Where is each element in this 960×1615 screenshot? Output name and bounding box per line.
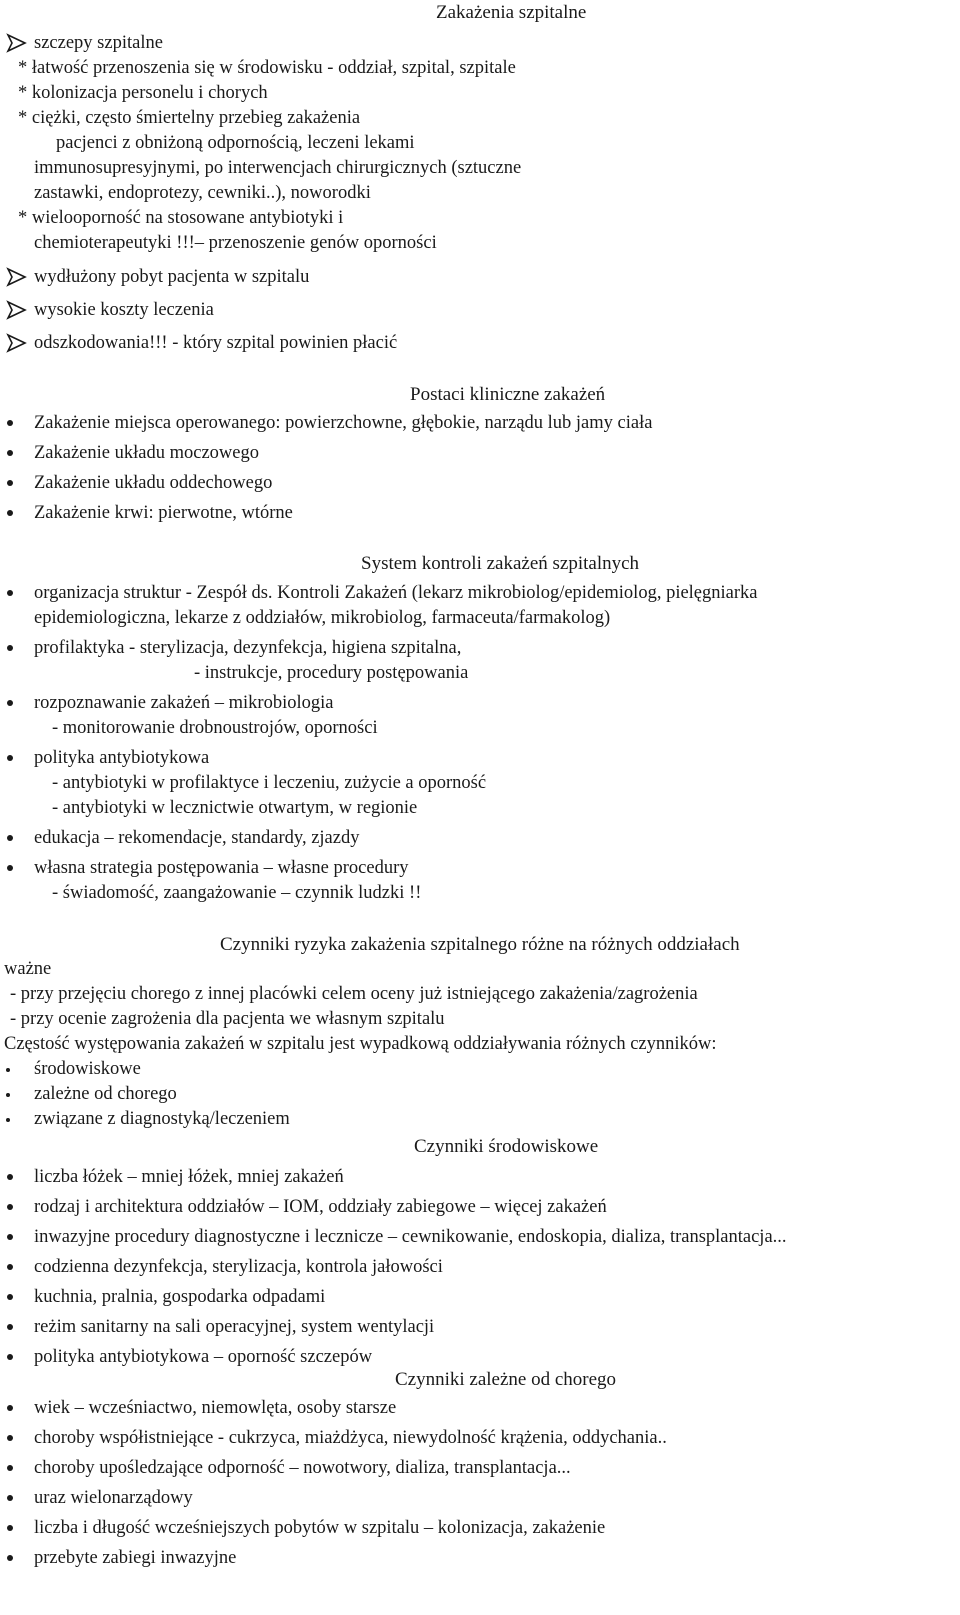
list-item: codzienna dezynfekcja, sterylizacja, kontrola jałowości: [34, 1257, 443, 1277]
list-item: - instrukcje, procedury postępowania: [194, 663, 469, 683]
list-item: * kolonizacja personelu i chorych: [18, 83, 268, 103]
bullet-dot-icon: [7, 1324, 13, 1330]
list-item: kuchnia, pralnia, gospodarka odpadami: [34, 1287, 326, 1307]
bullet-dot-icon: [7, 1465, 13, 1471]
list-item: profilaktyka - sterylizacja, dezynfekcja, higiena szpitalna,: [34, 638, 462, 658]
list-item: rozpoznawanie zakażeń – mikrobiologia: [34, 693, 334, 713]
bullet-dot-icon: [7, 420, 13, 426]
section-heading: Czynniki zależne od chorego: [395, 1369, 617, 1390]
bullet-dot-icon: [7, 1435, 13, 1441]
list-item: zastawki, endoprotezy, cewniki..), noworodki: [34, 183, 371, 203]
list-item: pacjenci z obniżoną odpornością, leczeni lekami: [56, 133, 415, 153]
list-item: środowiskowe: [34, 1059, 141, 1079]
list-item: zależne od chorego: [34, 1084, 177, 1104]
bullet-dot-icon: [6, 1068, 10, 1072]
bullet-dot-icon: [7, 480, 13, 486]
bullet-dot-icon: [7, 1495, 13, 1501]
list-item: edukacja – rekomendacje, standardy, zjazdy: [34, 828, 360, 848]
list-item: liczba i długość wcześniejszych pobytów w szpitalu – kolonizacja, zakażenie: [34, 1518, 606, 1538]
list-item: polityka antybiotykowa: [34, 748, 210, 768]
list-item: choroby współistniejące - cukrzyca, miażdżyca, niewydolność krążenia, oddychania..: [34, 1428, 667, 1448]
section-heading: Postaci kliniczne zakażeń: [410, 384, 606, 405]
list-item: organizacja struktur - Zespół ds. Kontroli Zakażeń (lekarz mikrobiolog/epidemiolog, pielęgniarka: [34, 583, 758, 603]
list-item: - antybiotyki w lecznictwie otwartym, w regionie: [52, 798, 418, 818]
bullet-dot-icon: [7, 1264, 13, 1270]
section-heading: Czynniki ryzyka zakażenia szpitalnego różne na różnych oddziałach: [220, 934, 740, 955]
page-title: Zakażenia szpitalne: [436, 2, 587, 23]
list-item: - antybiotyki w profilaktyce i leczeniu, zużycie a oporność: [52, 773, 487, 793]
list-item: epidemiologiczna, lekarze z oddziałów, mikrobiolog, farmaceuta/farmakolog): [34, 608, 611, 628]
list-item: Zakażenie krwi: pierwotne, wtórne: [34, 503, 293, 523]
list-item: przebyte zabiegi inwazyjne: [34, 1548, 237, 1568]
list-item: szczepy szpitalne: [34, 33, 163, 53]
list-item: liczba łóżek – mniej łóżek, mniej zakażeń: [34, 1167, 344, 1187]
list-item: polityka antybiotykowa – oporność szczepów: [34, 1347, 373, 1367]
list-item: odszkodowania!!! - który szpital powinien płacić: [34, 333, 398, 353]
bullet-dot-icon: [7, 835, 13, 841]
arrowhead-bullet-icon: [6, 266, 28, 288]
list-item: wydłużony pobyt pacjenta w szpitalu: [34, 267, 310, 287]
bullet-dot-icon: [7, 1405, 13, 1411]
bullet-dot-icon: [7, 450, 13, 456]
bullet-dot-icon: [7, 755, 13, 761]
arrowhead-bullet-icon: [6, 299, 28, 321]
list-item: - monitorowanie drobnoustrojów, oporności: [52, 718, 378, 738]
bullet-dot-icon: [7, 1174, 13, 1180]
text-line: ważne: [4, 959, 52, 979]
list-item: własna strategia postępowania – własne procedury: [34, 858, 409, 878]
bullet-dot-icon: [7, 865, 13, 871]
list-item: inwazyjne procedury diagnostyczne i lecznicze – cewnikowanie, endoskopia, dializa, transplantacja...: [34, 1227, 787, 1247]
bullet-dot-icon: [7, 1555, 13, 1561]
bullet-dot-icon: [7, 1234, 13, 1240]
text-line: - przy przejęciu chorego z innej placówki celem oceny już istniejącego zakażenia/zagrożenia: [10, 984, 698, 1004]
list-item: Zakażenie układu oddechowego: [34, 473, 273, 493]
section-heading: System kontroli zakażeń szpitalnych: [361, 553, 640, 574]
list-item: wysokie koszty leczenia: [34, 300, 214, 320]
list-item: - świadomość, zaangażowanie – czynnik ludzki !!: [52, 883, 422, 903]
list-item: Zakażenie miejsca operowanego: powierzchowne, głębokie, narządu lub jamy ciała: [34, 413, 653, 433]
list-item: uraz wielonarządowy: [34, 1488, 193, 1508]
bullet-dot-icon: [6, 1118, 10, 1122]
bullet-dot-icon: [7, 1294, 13, 1300]
list-item: wiek – wcześniactwo, niemowlęta, osoby starsze: [34, 1398, 397, 1418]
bullet-dot-icon: [7, 510, 13, 516]
list-item: * łatwość przenoszenia się w środowisku - oddział, szpital, szpitale: [18, 58, 516, 78]
text-line: - przy ocenie zagrożenia dla pacjenta we własnym szpitalu: [10, 1009, 445, 1029]
bullet-dot-icon: [7, 1525, 13, 1531]
bullet-dot-icon: [7, 700, 13, 706]
list-item: rodzaj i architektura oddziałów – IOM, oddziały zabiegowe – więcej zakażeń: [34, 1197, 607, 1217]
bullet-dot-icon: [6, 1093, 10, 1097]
list-item: reżim sanitarny na sali operacyjnej, system wentylacji: [34, 1317, 435, 1337]
list-item: immunosupresyjnymi, po interwencjach chirurgicznych (sztuczne: [34, 158, 522, 178]
list-item: chemioterapeutyki !!!– przenoszenie genów oporności: [34, 233, 437, 253]
list-item: związane z diagnostyką/leczeniem: [34, 1109, 290, 1129]
bullet-dot-icon: [7, 590, 13, 596]
list-item: Zakażenie układu moczowego: [34, 443, 259, 463]
section-heading: Czynniki środowiskowe: [414, 1136, 599, 1157]
text-line: Częstość występowania zakażeń w szpitalu jest wypadkową oddziaływania różnych czynników:: [4, 1034, 717, 1054]
list-item: choroby upośledzające odporność – nowotwory, dializa, transplantacja...: [34, 1458, 571, 1478]
bullet-dot-icon: [7, 645, 13, 651]
arrowhead-bullet-icon: [6, 332, 28, 354]
bullet-dot-icon: [7, 1354, 13, 1360]
list-item: * wielooporność na stosowane antybiotyki i: [18, 208, 344, 228]
list-item: * ciężki, często śmiertelny przebieg zakażenia: [18, 108, 361, 128]
bullet-dot-icon: [7, 1204, 13, 1210]
arrowhead-bullet-icon: [6, 32, 28, 54]
